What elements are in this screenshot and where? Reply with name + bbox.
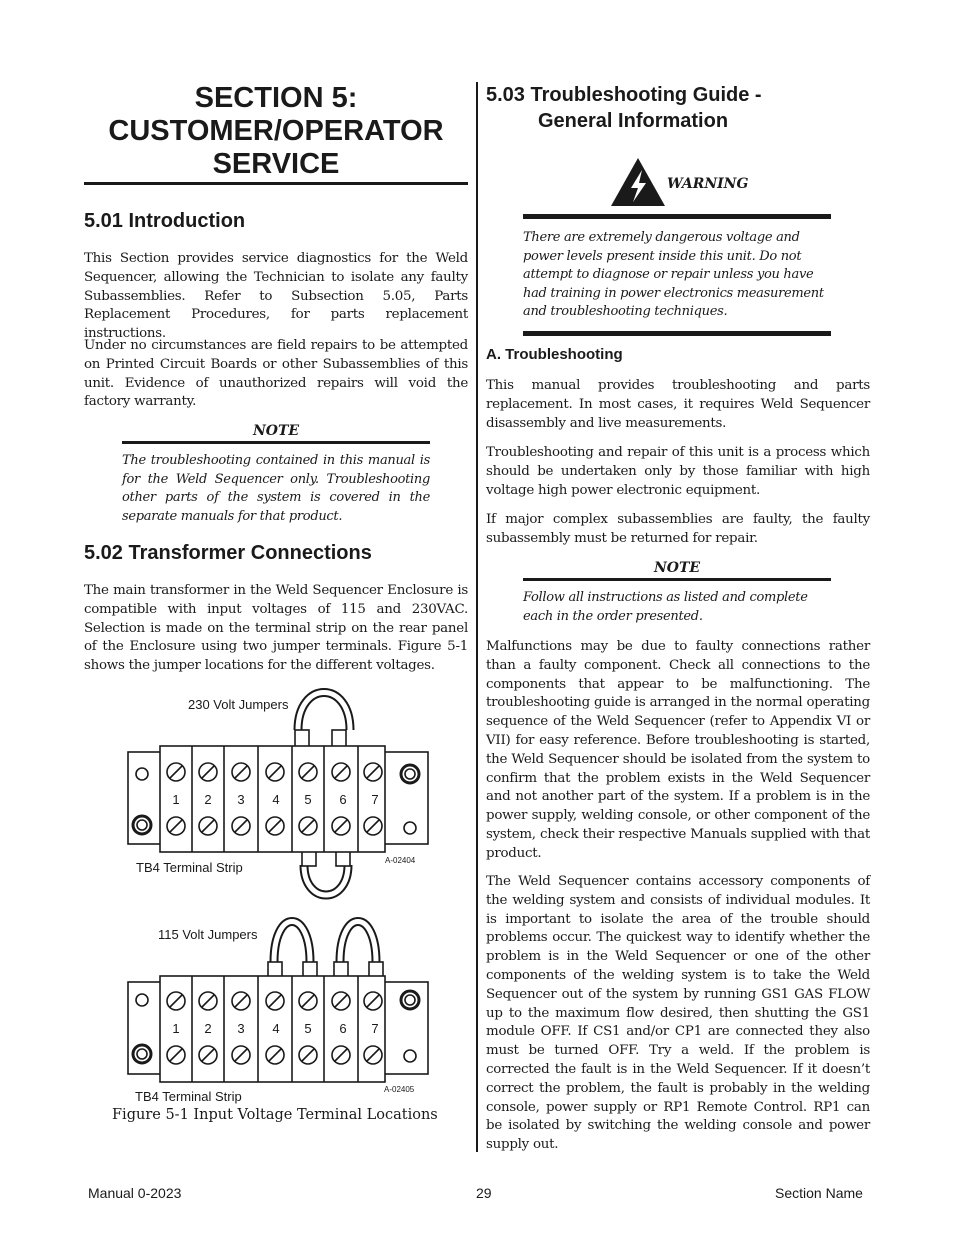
terminal-strip-diagram [100, 680, 470, 1120]
column-divider [476, 82, 478, 1152]
troubleshooting-paragraph-1: This manual provides troubleshooting and parts replacement. In most cases, it requires Weld Sequencer disassembly and live measurements. [486, 378, 870, 431]
troubleshooting-subheading: A. Troubleshooting [486, 346, 623, 363]
intro-note-label: NOTE [252, 423, 300, 439]
warning-rule-bottom [523, 331, 831, 336]
top-terminal-3: 3 [237, 792, 245, 807]
figure-bottom-code: A-02405 [384, 1085, 415, 1094]
bottom-terminal-1: 1 [172, 1021, 180, 1036]
bottom-terminal-5: 5 [304, 1021, 312, 1036]
troubleshooting-heading [486, 82, 762, 134]
warning-text: There are extremely dangerous voltage and power levels present inside this unit. Do not attempt to diagnose or repair unless you have had training in power electronics measurement and troubleshooting techniques. [523, 230, 824, 320]
intro-paragraph-2: Under no circumstances are field repairs to be attempted on Printed Circuit Boards or other Subassemblies of this unit. Evidence of unauthorized repairs will void the factory warranty. [84, 338, 468, 410]
figure-caption: Figure 5-1 Input Voltage Terminal Locations [112, 1107, 438, 1123]
transformer-paragraph: The main transformer in the Weld Sequencer Enclosure is compatible with input voltages of 115 and 230VAC. Selection is made on the terminal strip on the rear panel of the Enclosure using two jumper terminals. Figure 5-1 shows the jumper locations for the different voltages. [84, 583, 468, 674]
troubleshooting-note-text: Follow all instructions as listed and complete each in the order presented. [523, 590, 808, 624]
footer-page-number: 29 [476, 1185, 492, 1201]
bottom-terminal-7: 7 [371, 1021, 379, 1036]
figure-bottom-label: 115 Volt Jumpers [158, 927, 258, 942]
footer-section-name: Section Name [775, 1185, 863, 1201]
troubleshooting-heading-line-1: 5.03 Troubleshooting Guide - [486, 84, 762, 106]
intro-paragraph-1: This Section provides service diagnostics for the Weld Sequencer, allowing the Technician to isolate any faulty Subassemblies. Refer to Subsection 5.05, Parts Replacement Procedures, for parts replacement instructions. [84, 251, 468, 342]
bottom-terminal-4: 4 [272, 1021, 280, 1036]
section-title-line-2: CUSTOMER/OPERATOR [108, 115, 444, 147]
section-title-line-3: SERVICE [212, 148, 340, 180]
title-rule [84, 182, 468, 185]
figure-top-code: A-02404 [385, 856, 416, 865]
troubleshooting-paragraph-2: Troubleshooting and repair of this unit is a process which should be undertaken only by those familiar with high voltage high power electronic equipment. [486, 445, 870, 498]
footer-manual-number: Manual 0-2023 [88, 1185, 182, 1201]
top-terminal-6: 6 [339, 792, 347, 807]
intro-note-rule [122, 441, 430, 444]
top-terminal-2: 2 [204, 792, 212, 807]
figure-5-1 [100, 680, 470, 1120]
figure-top-label: 230 Volt Jumpers [188, 697, 289, 712]
warning-label: WARNING [667, 176, 749, 192]
top-terminal-4: 4 [272, 792, 280, 807]
intro-heading: 5.01 Introduction [84, 210, 246, 232]
section-title-line-1: SECTION 5: [194, 82, 358, 114]
figure-bottom-strip-label: TB4 Terminal Strip [135, 1089, 242, 1104]
warning-icon [609, 156, 667, 208]
top-terminal-5: 5 [304, 792, 312, 807]
bottom-terminal-2: 2 [204, 1021, 212, 1036]
intro-note-text: The troubleshooting contained in this manual is for the Weld Sequencer only. Troubleshooting other parts of the system is covered in the separate manuals for that product. [122, 453, 430, 524]
troubleshooting-note-label: NOTE [653, 560, 701, 576]
troubleshooting-paragraph-3: If major complex subassemblies are faulty, the faulty subassembly must be returned for repair. [486, 512, 870, 546]
transformer-heading: 5.02 Transformer Connections [84, 542, 372, 564]
bottom-terminal-3: 3 [237, 1021, 245, 1036]
top-terminal-1: 1 [172, 792, 180, 807]
top-terminal-7: 7 [371, 792, 379, 807]
figure-top-strip-label: TB4 Terminal Strip [136, 860, 243, 875]
troubleshooting-paragraph-4: Malfunctions may be due to faulty connections rather than a faulty component. Check all connections to the components that appear to be malfunctioning. The troubleshooting guide is arranged in the normal operating sequence of the Weld Sequencer (refer to Appendix VI or VII) for easy reference. Before troubleshooting is started, the Weld Sequencer should be isolated from the system to confirm that the problem exists in the Weld Sequencer and not another part of the system. If a problem is in the power supply, welding console, or other component of the system, check their respective Manuals supplied with that product. [486, 639, 870, 861]
troubleshooting-note-rule [523, 578, 831, 581]
section-title [84, 82, 468, 181]
troubleshooting-paragraph-5: The Weld Sequencer contains accessory components of the welding system and consists of individual modules. It is important to isolate the area of the trouble should problems occur. The quickest way to identify whether the problem is in the Weld Sequencer or one of the other components of the welding system is to take the Weld Sequencer out of the system by running GS1 GAS FLOW up to the maximum flow desired, then shutting the GS1 module OFF. If CS1 and/or CP1 are connected they also must be turned OFF. Try a weld. If the problem is corrected the fault is in the Weld Sequencer. If it doesn’t correct the problem, the fault is probably in the welding console, power supply or RP1 Remote Control. RP1 can be isolated by switching the welding console and power supply out. [486, 874, 870, 1153]
troubleshooting-heading-line-2: General Information [538, 110, 729, 132]
warning-rule-top [523, 214, 831, 219]
bottom-terminal-6: 6 [339, 1021, 347, 1036]
